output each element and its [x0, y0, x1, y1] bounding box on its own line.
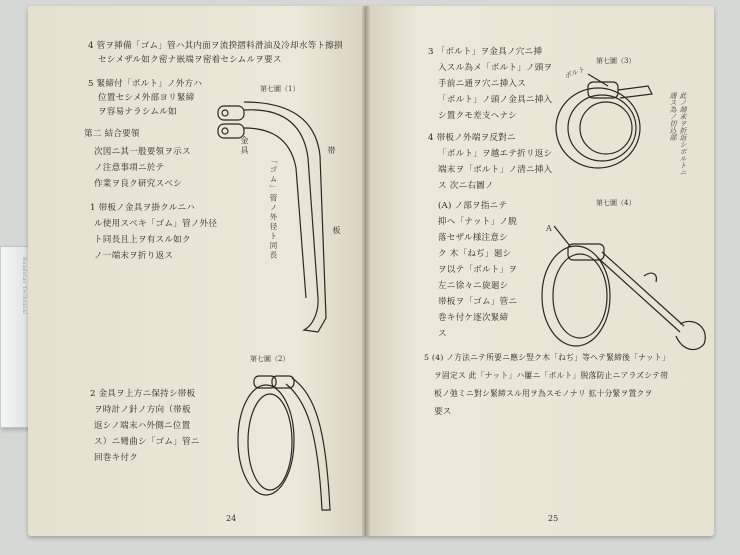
- right-line: ク 木「ねぢ」廻シ: [438, 249, 512, 259]
- figure-caption: 第七圖（4）: [596, 199, 636, 207]
- left-line: ス）ニ彎曲シ「ゴム」管ニ: [94, 437, 200, 447]
- figure-7-3-bolt-insertion-drawing: [548, 68, 668, 178]
- figure-7-2-coiled-strap-drawing: [226, 370, 346, 520]
- right-line: 落セザル様注意シ: [438, 233, 508, 243]
- fig3-handwritten-note: 此ノ端末ヲ折返シボルトニ通ス為ノ切込部: [669, 92, 687, 176]
- left-line: 5 緊締付「ボルト」ノ外方ハ: [88, 79, 203, 89]
- left-line: 回巻キ付ク: [94, 453, 138, 463]
- acrylic-block-label: Roadstar Technical: [21, 257, 27, 315]
- right-line: (A) ノ部ヲ指ニテ: [438, 201, 508, 211]
- fig4-label-a: A: [546, 224, 552, 233]
- right-line: 4 帯板ノ外端ヲ反對ニ: [428, 133, 516, 143]
- right-line: 板ノ弛ミニ對シ緊締スル用ヲ為スモノナリ 拡十分緊ヲ置クヲ: [434, 389, 653, 398]
- right-line: シ置クモ差支ヘナシ: [438, 111, 517, 121]
- right-line: 「ボルト」ヲ越エテ折リ返シ: [438, 149, 553, 159]
- figure-caption: 第七圖（2）: [250, 355, 290, 363]
- fig1-label-fitting: 金具: [240, 136, 249, 156]
- left-line: 1 帯板ノ金具ヲ掛クルニハ: [90, 203, 196, 213]
- left-line: ノ一端末ヲ折り返ス: [94, 251, 174, 261]
- left-line: ル使用スベキ「ゴム」管ノ外径: [94, 219, 218, 229]
- right-line: 「ボルト」ノ頭ノ金具ニ挿入: [438, 95, 553, 105]
- right-line: 手前ニ通ヲ穴ニ挿入ス: [438, 79, 526, 89]
- fig1-label-plate: 板: [332, 226, 341, 236]
- right-line: 巻キ付ケ逐次緊締: [438, 313, 509, 323]
- figure-caption: 第七圖（1）: [260, 85, 300, 93]
- fig3-label-bolt: ボルト: [563, 65, 586, 81]
- figure-7-4-screwdriver-tightening-drawing: [534, 216, 714, 356]
- open-book: [28, 6, 728, 546]
- left-line: ヲ容易ナラシムル如: [98, 107, 177, 117]
- right-line: ヲ以テ「ボルト」ヲ: [438, 265, 518, 275]
- left-line: 第二 結合要領: [84, 129, 140, 139]
- right-line: 入スル為メ「ボルト」ノ頭ヲ: [438, 63, 553, 73]
- fig1-note-rubber-tube-diameter: 「ゴム」管ノ外径ト同長: [269, 156, 278, 261]
- left-line: 作業ヲ良ク研究スベシ: [94, 179, 182, 189]
- figure-caption: 第七圖（3）: [596, 57, 636, 65]
- fig1-label-strap: 帯: [327, 146, 336, 156]
- right-line: 5 (4) ノ方法ニテ所要ニ應シ竪ク木「ねぢ」等ヘテ緊締後「ナット」: [424, 353, 670, 362]
- left-line: 4 管ヲ挿備「ゴム」管ハ其内面ヲ流揆摺料滑油及冷却水等ト擦損: [88, 41, 343, 51]
- page-number: 24: [226, 514, 237, 523]
- right-line: ス: [438, 329, 447, 339]
- left-line: 次図ニ其一般要領ヲ示ス: [94, 147, 191, 157]
- left-line: ノ注意事項ニ於テ: [94, 163, 165, 173]
- right-line: 帯板ヲ「ゴム」管ニ: [438, 297, 518, 307]
- right-line: 要ス: [434, 407, 452, 417]
- left-line: ヲ時計ノ針ノ方向（帯板: [94, 405, 191, 415]
- right-line: 抑ヘ「ナット」ノ脱: [438, 217, 517, 227]
- right-line: 端末ヲ「ボルト」ノ清ニ挿入: [438, 165, 553, 175]
- page-number: 25: [548, 514, 559, 523]
- left-line: 2 金具ヲ上方ニ保持シ帯板: [90, 389, 196, 399]
- right-line: ヲ固定ス 此「ナット」ハ屢ニ「ボルト」脱落防止ニアラズシテ帯: [434, 371, 669, 380]
- right-line: 左ニ徐々ニ旋廻シ: [438, 281, 509, 291]
- right-line: ス 次ニ右圖ノ: [438, 181, 494, 191]
- left-line: セシメザル如ク密ナ嵌端ヲ密着セシムルヲ要ス: [98, 55, 282, 65]
- right-line: 3 「ボルト」ヲ金具ノ穴ニ挿: [428, 47, 543, 57]
- left-line: ト同長且上ヲ有スル如ク: [94, 235, 191, 245]
- left-line: 位置セシメ外部ヨリ緊締: [98, 93, 195, 103]
- left-line: 返シノ端末ハ外側ニ位置: [94, 421, 191, 431]
- book-gutter: [362, 6, 370, 536]
